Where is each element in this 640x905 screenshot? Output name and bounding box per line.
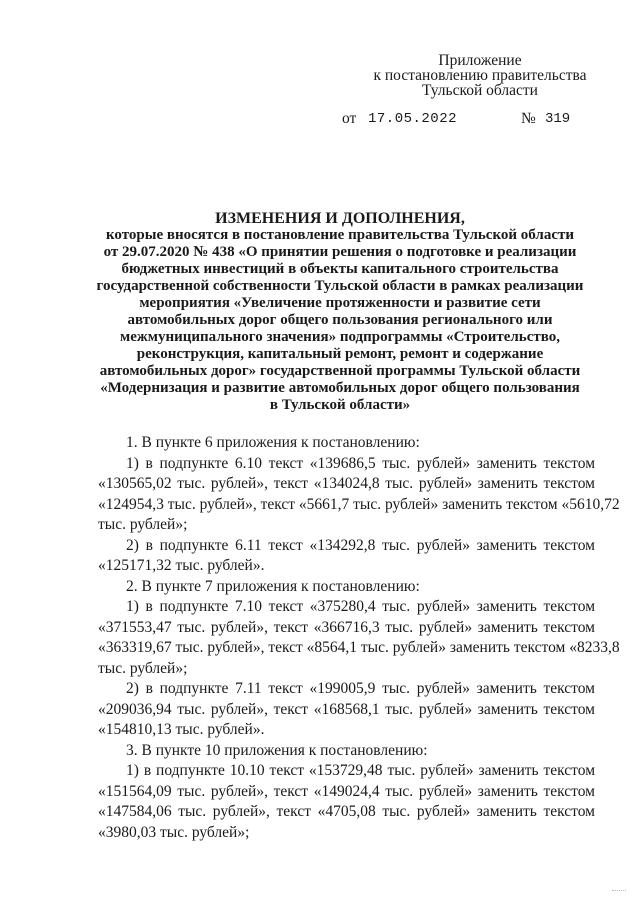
title-line: автомобильных дорог общего пользования регионального или <box>127 312 553 328</box>
body-line: 1) в подпункте 6.10 текст «139686,5 тыс. рублей» заменить текстом <box>126 454 595 472</box>
body-line: 2) в подпункте 7.11 текст «199005,9 тыс. рублей» заменить текстом <box>126 680 595 697</box>
appendix-reference: к постановлению правительства <box>373 67 587 84</box>
date-prefix: от <box>342 110 357 127</box>
body-line: «363319,67 тыс. рублей», текст «8564,1 тыс. рублей» заменить текстом «8233,8 <box>98 639 620 656</box>
title-heading: ИЗМЕНЕНИЯ И ДОПОЛНЕНИЯ, <box>215 210 465 227</box>
body-line: «124954,3 тыс. рублей», текст «5661,7 тыс. рублей» заменить текстом «5610,72 <box>98 495 620 513</box>
title-line: «Модернизация и развитие автомобильных дорог общего пользования <box>100 380 580 396</box>
appendix-header <box>350 53 610 98</box>
body-line: «3980,03 тыс. рублей»; <box>98 823 250 841</box>
body-line: «147584,06 тыс. рублей», текст «4705,08 тыс. рублей» заменить текстом <box>98 803 595 820</box>
body-line: «130565,02 тыс. рублей», текст «134024,8 тыс. рублей» заменить текстом <box>98 475 595 492</box>
appendix-region: Тульской области <box>422 82 538 99</box>
body-line: «371553,47 тыс. рублей», текст «366716,3 тыс. рублей» заменить текстом <box>98 618 595 636</box>
body-line: 1) в подпункте 7.10 текст «375280,4 тыс. рублей» заменить текстом <box>126 598 595 615</box>
title-line: мероприятия «Увеличение протяженности и развитие сети <box>139 295 541 311</box>
document-number: 319 <box>545 111 571 127</box>
body-line: тыс. рублей»; <box>98 659 188 677</box>
body-line: 3. В пункте 10 приложения к постановлению: <box>126 741 428 759</box>
title-line: реконструкция, капитальный ремонт, ремонт и содержание <box>136 346 544 362</box>
body-line: 1. В пункте 6 приложения к постановлению: <box>126 434 420 451</box>
number-prefix: № <box>521 110 536 127</box>
title-line: межмуниципального значения» подпрограммы «Строительство, <box>120 329 560 345</box>
document-date: 17.05.2022 <box>368 111 458 127</box>
body-line: «151564,09 тыс. рублей», текст «149024,4 тыс. рублей» заменить текстом <box>98 782 595 800</box>
scan-mark <box>612 886 626 891</box>
date-number-row <box>0 110 640 130</box>
body-line: 2) в подпункте 6.11 текст «134292,8 тыс. рублей» заменить текстом <box>126 536 595 554</box>
appendix-label: Приложение <box>438 52 522 69</box>
title-line: от 29.07.2020 № 438 «О принятии решения о подготовке и реализации <box>103 244 577 260</box>
body-line: «209036,94 тыс. рублей», текст «168568,1 тыс. рублей» заменить текстом <box>98 700 595 718</box>
title-line: в Тульской области» <box>269 397 411 413</box>
body-line: «125171,32 тыс. рублей». <box>98 557 265 574</box>
title-line: автомобильных дорог» государственной программы Тульской области <box>99 363 581 379</box>
title-line: государственной собственности Тульской области в рамках реализации <box>96 278 584 294</box>
body-line: 1) в подпункте 10.10 текст «153729,48 тыс. рублей» заменить текстом <box>126 762 595 779</box>
body-line: «154810,13 тыс. рублей». <box>98 721 265 738</box>
title-subtitle <box>80 227 600 414</box>
document-body <box>98 433 620 843</box>
body-line: тыс. рублей»; <box>98 516 188 533</box>
document-title <box>80 210 600 414</box>
title-line: которые вносятся в постановление правительства Тульской области <box>105 227 575 243</box>
body-line: 2. В пункте 7 приложения к постановлению: <box>126 577 420 595</box>
title-line: бюджетных инвестиций в объекты капитального строительства <box>121 261 559 277</box>
